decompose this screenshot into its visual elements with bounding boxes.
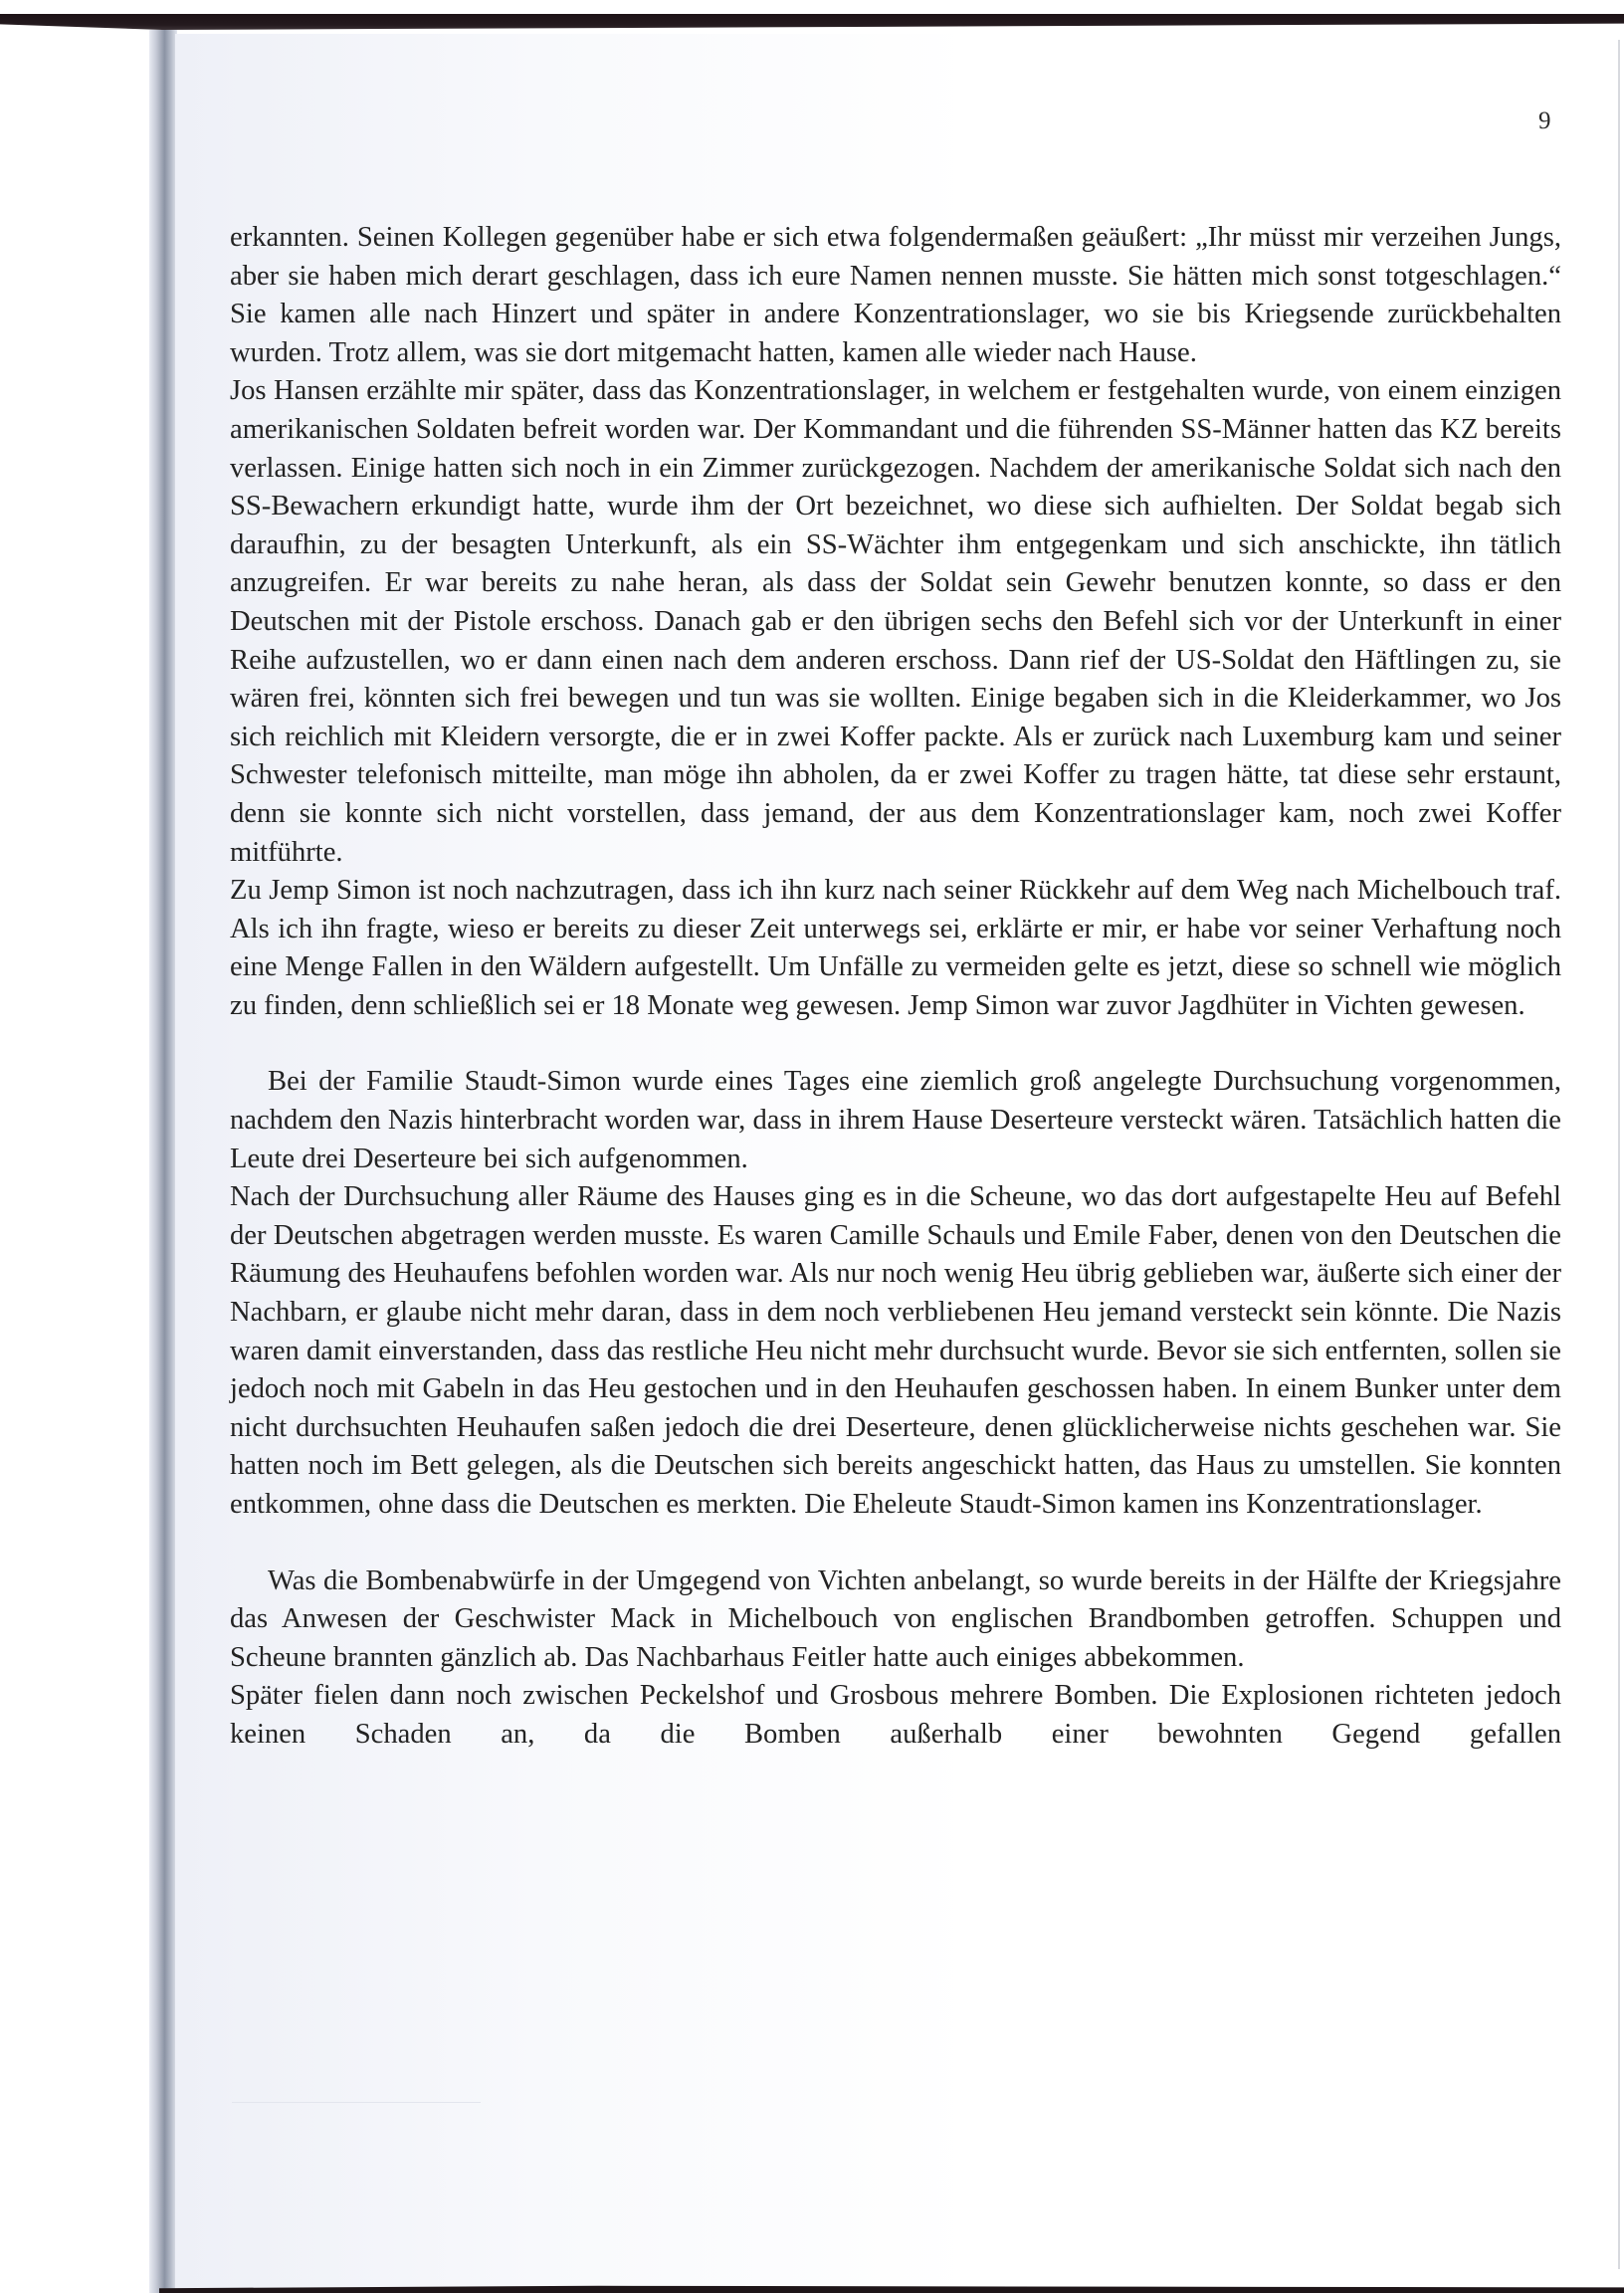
paragraph-later-bombs: Später fielen dann noch zwischen Peckelshof und Grosbous mehrere Bomben. Die Explosionen richteten jedoch keinen Schaden an, da die Bomben außerhalb einer bewohnten Gegend gefallen	[230, 1680, 1561, 1750]
body-text	[230, 219, 1561, 1755]
paragraph-continued: erkannten. Seinen Kollegen gegenüber habe er sich etwa folgendermaßen geäußert: „Ihr müsst mir verzeihen Jungs, aber sie haben mich derart geschlagen, dass ich eure Namen nennen musste. Sie hätten mich sonst totgeschlagen.“ Sie kamen alle nach Hinzert und später in andere Konzentrationslager, wo sie bis Kriegsende zurückbehalten wurden. Trotz allem, was sie dort mitgemacht hatten, kamen alle wieder nach Hause.	[230, 222, 1561, 368]
paragraph-jemp-simon: Zu Jemp Simon ist noch nachzutragen, dass ich ihn kurz nach seiner Rückkehr auf dem Weg nach Michelbouch traf. Als ich ihn fragte, wieso er bereits zu dieser Zeit unterwegs sei, erklärte er mir, er habe vor seiner Verhaftung noch eine Menge Fallen in den Wäldern aufgestellt. Um Unfälle zu vermeiden gelte es jetzt, diese so schnell wie möglich zu finden, denn schließlich sei er 18 Monate weg gewesen. Jemp Simon war zuvor Jagdhüter in Vichten gewesen.	[230, 875, 1561, 1021]
page-right-edge	[1618, 40, 1620, 2269]
paragraph-hay-barn: Nach der Durchsuchung aller Räume des Hauses ging es in die Scheune, wo das dort aufgestapelte Heu auf Befehl der Deutschen abgetragen werden musste. Es waren Camille Schauls und Emile Faber, denen von den Deutschen die Räumung des Heuhaufens befohlen worden war. Als nur noch wenig Heu übrig geblieben war, äußerte sich einer der Nachbarn, er glaube nicht mehr daran, dass in dem noch verbliebenen Heu jemand versteckt sein könnte. Die Nazis waren damit einverstanden, dass das restliche Heu nicht mehr durchsucht wurde. Bevor sie sich entfernten, sollen sie jedoch noch mit Gabeln in das Heu gestochen und in den Heuhaufen geschossen haben. In einem Bunker unter dem nicht durchsuchten Heuhaufen saßen jedoch die drei Deserteure, denen glücklicherweise nichts geschehen war. Sie hatten noch im Bett gelegen, als die Deutschen sich bereits angeschickt hatten, das Haus zu umstellen. Sie konnten entkommen, ohne dass die Deutschen es merkten. Die Eheleute Staudt-Simon kamen ins Konzentrationslager.	[230, 1181, 1561, 1520]
facing-page-margin	[0, 30, 149, 2293]
paragraph-jos-hansen: Jos Hansen erzählte mir später, dass das Konzentrationslager, in welchem er festgehalten wurde, von einem einzigen amerikanischen Soldaten befreit worden war. Der Kommandant und die führenden SS-Männer hatten das KZ bereits verlassen. Einige hatten sich noch in ein Zimmer zurückgezogen. Nachdem der amerikanische Soldat sich nach den SS-Bewachern erkundigt hatte, wurde ihm der Ort bezeichnet, wo diese sich aufhielten. Der Soldat begab sich daraufhin, zu der besagten Unterkunft, als ein SS-Wächter ihm entgegenkam und sich anschickte, ihn tätlich anzugreifen. Er war bereits zu nahe heran, als dass der Soldat sein Gewehr benutzen konnte, so dass er den Deutschen mit der Pistole erschoss. Danach gab er den übrigen sechs den Befehl sich vor der Unterkunft in einer Reihe aufzustellen, wo er dann einen nach dem anderen erschoss. Dann rief der US-Soldat den Häftlingen zu, sie wären frei, könnten sich frei bewegen und tun was sie wollten. Einige begaben sich in die Kleiderkammer, wo Jos sich reichlich mit Kleidern versorgte, die er in zwei Koffer packte. Als er zurück nach Luxemburg kam und seiner Schwester telefonisch mitteilte, man möge ihn abholen, da er zwei Koffer zu tragen hätte, tat diese sehr erstaunt, denn sie konnte sich nicht vorstellen, dass jemand, der aus dem Konzentrationslager kam, noch zwei Koffer mitführte.	[230, 375, 1561, 868]
paragraph-staudt-simon-search: Bei der Familie Staudt-Simon wurde eines Tages eine ziemlich groß angelegte Durchsuchung vorgenommen, nachdem den Nazis hinterbracht worden war, dass in ihrem Hause Deserteure versteckt wären. Tatsächlich hatten die Leute drei Deserteure bei sich aufgenommen.	[230, 1066, 1561, 1174]
paragraph-bombings: Was die Bombenabwürfe in der Umgegend von Vichten anbelangt, so wurde bereits in der Hälfte der Kriegsjahre das Anwesen der Geschwister Mack in Michelbouch von englischen Brandbomben getroffen. Schuppen und Scheune brannten gänzlich ab. Das Nachbarhaus Feitler hatte auch einiges abbekommen.	[230, 1564, 1561, 1673]
bleed-through-footnote-rule	[232, 2102, 481, 2103]
book-top-edge	[0, 14, 1624, 30]
book-gutter-shadow	[149, 30, 177, 2293]
page-number: 9	[1538, 107, 1551, 134]
